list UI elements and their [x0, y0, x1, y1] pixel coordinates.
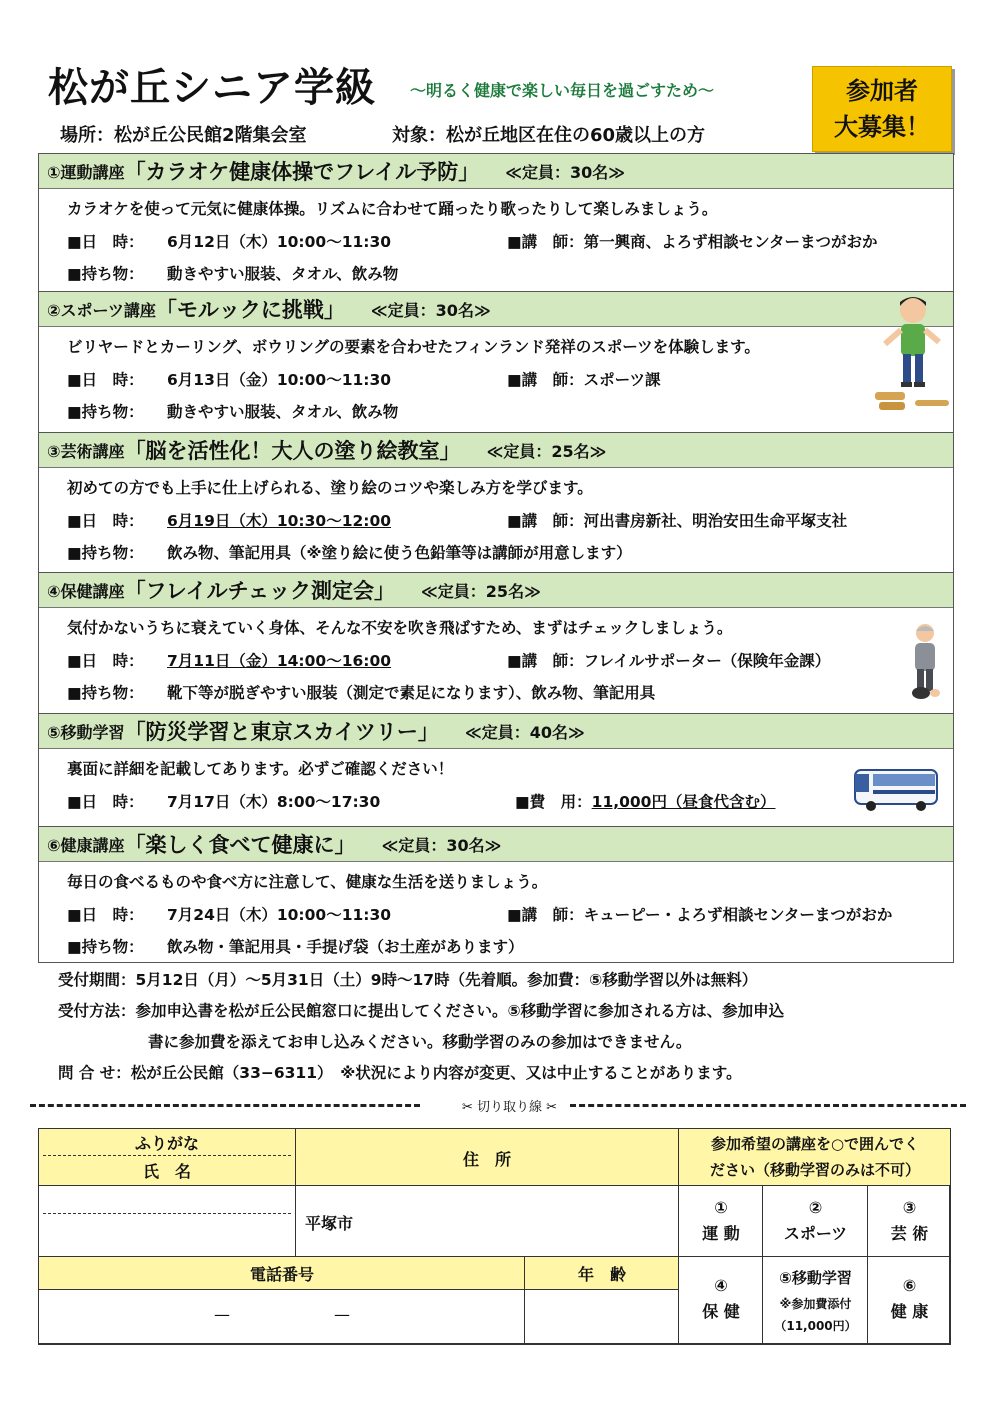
- course-5: [38, 713, 954, 826]
- course-title: 「カラオケ健康体操でフレイル予防」: [124, 160, 480, 184]
- course-choice-instruction-2: ださい（移動学習のみは不可）: [709, 1161, 920, 1179]
- fee-label: ■費 用：: [515, 793, 592, 811]
- option-3-number: ③: [902, 1198, 917, 1217]
- fee-value: 11,000円（昼食代含む）: [591, 793, 776, 811]
- course-capacity: ≪定員：30名≫: [381, 835, 502, 855]
- course-2: [38, 291, 954, 432]
- page-subtitle: 〜明るく健康で楽しい毎日を過ごすため〜: [410, 81, 715, 100]
- date-value: 6月19日（木）10:30〜12:00: [167, 512, 392, 530]
- option-3-label: 芸 術: [890, 1224, 929, 1243]
- course-1: [38, 153, 954, 291]
- option-4-label: 保 健: [702, 1302, 740, 1321]
- furigana-label: ふりがな: [134, 1134, 199, 1153]
- option-1-number: ①: [714, 1198, 728, 1217]
- lecturer-value: 第一興商、よろず相談センターまつがおか: [583, 233, 878, 251]
- items-value: 飲み物・筆記用具・手提げ袋（お土産があります）: [167, 938, 524, 956]
- option-6-number: ⑥: [902, 1276, 917, 1295]
- course-capacity: ≪定員：25名≫: [486, 441, 607, 461]
- date-value: 7月24日（木）10:00〜11:30: [167, 906, 392, 924]
- course-category: ⑥健康講座: [47, 835, 125, 855]
- phone-label: 電話番号: [249, 1265, 314, 1284]
- name-input-cell[interactable]: [38, 1185, 296, 1257]
- option-2-label: スポーツ: [783, 1224, 848, 1243]
- course-header: [39, 154, 953, 189]
- course-3: [38, 432, 954, 572]
- date-label: ■日 時：: [67, 512, 144, 530]
- course-header: [39, 827, 953, 862]
- course-category: ①運動講座: [47, 162, 125, 182]
- items-label: ■持ち物：: [67, 544, 144, 562]
- date-value: 6月13日（金）10:00〜11:30: [167, 371, 392, 389]
- bus-illustration: [853, 766, 939, 812]
- items-label: ■持ち物：: [67, 938, 144, 956]
- course-header: [39, 714, 953, 749]
- phone-separator-2: —: [334, 1305, 350, 1324]
- items-label: ■持ち物：: [67, 265, 144, 283]
- course-list: [38, 153, 954, 963]
- items-value: 動きやすい服装、タオル、飲み物: [167, 403, 399, 421]
- lecturer-value: キューピー・よろず相談センターまつがおか: [583, 906, 893, 924]
- phone-separator-1: —: [214, 1305, 230, 1324]
- lecturer-label: ■講 師：: [507, 652, 584, 670]
- course-description: 裏面に詳細を記載してあります。必ずご確認ください！: [67, 760, 454, 778]
- date-label: ■日 時：: [67, 793, 144, 811]
- option-6-label: 健 康: [890, 1302, 929, 1321]
- badge-line-1: 参加者: [846, 77, 918, 105]
- lecturer-label: ■講 師：: [507, 906, 584, 924]
- option-1-label: 運 動: [702, 1224, 740, 1243]
- date-value: 7月11日（金）14:00〜16:00: [167, 652, 392, 670]
- course-category: ④保健講座: [47, 581, 125, 601]
- lecturer-value: フレイルサポーター（保険年金課）: [583, 652, 831, 670]
- option-5-fee: （11,000円）: [774, 1319, 857, 1333]
- course-6: [38, 826, 954, 963]
- date-value: 6月12日（木）10:00〜11:30: [167, 233, 392, 251]
- lecturer-value: 河出書房新社、明治安田生命平塚支社: [583, 512, 848, 530]
- cut-line: [30, 1096, 966, 1114]
- age-label: 年 齢: [577, 1265, 626, 1284]
- date-label: ■日 時：: [67, 371, 144, 389]
- molkky-player-illustration: [865, 288, 955, 418]
- course-header: [39, 433, 953, 468]
- contact-info: 問 合 せ：松が丘公民館（33−6311） ※状況により内容が変更、又は中止することがあります。: [58, 1064, 742, 1082]
- option-5-number: ⑤移動学習: [779, 1269, 852, 1287]
- badge-line-2: 大募集！: [834, 113, 930, 141]
- recruit-badge: [812, 66, 952, 152]
- lecturer-label: ■講 師：: [507, 371, 584, 389]
- course-category: ③芸術講座: [47, 441, 125, 461]
- course-title: 「脳を活性化！大人の塗り絵教室」: [124, 439, 461, 463]
- course-title: 「フレイルチェック測定会」: [124, 579, 396, 603]
- course-title: 「防災学習と東京スカイツリー」: [124, 720, 439, 744]
- items-value: 飲み物、筆記用具（※塗り絵に使う色鉛筆等は講師が用意します）: [167, 544, 632, 562]
- course-description: カラオケを使って元気に健康体操。リズムに合わせて踊ったり歌ったりして楽しみましょう。: [67, 200, 718, 218]
- venue-text: 場所：松が丘公民館2階集会室: [60, 125, 307, 146]
- address-prefix: 平塚市: [305, 1214, 354, 1233]
- application-notes: [58, 965, 784, 1089]
- lecturer-label: ■講 師：: [507, 512, 584, 530]
- date-value: 7月17日（木）8:00〜17:30: [167, 793, 381, 811]
- elderly-man-illustration: [901, 621, 947, 705]
- course-category: ②スポーツ講座: [47, 300, 156, 320]
- course-capacity: ≪定員：40名≫: [464, 722, 585, 742]
- target-text: 対象：松が丘地区在住の60歳以上の方: [392, 125, 706, 146]
- course-category: ⑤移動学習: [47, 722, 125, 742]
- items-value: 靴下等が脱ぎやすい服装（測定で素足になります）、飲み物、筆記用具: [167, 684, 656, 702]
- option-4-number: ④: [714, 1276, 728, 1295]
- course-capacity: ≪定員：25名≫: [421, 581, 541, 601]
- course-4: [38, 572, 954, 713]
- option-5-note: ※参加費添付: [779, 1297, 852, 1311]
- application-form: [38, 1128, 950, 1344]
- application-period: 受付期間：5月12日（月）〜5月31日（土）9時〜17時（先着順。参加費：⑤移動学習以外は無料）: [58, 971, 758, 989]
- date-label: ■日 時：: [67, 652, 144, 670]
- course-header: [39, 292, 953, 327]
- page-title: 松が丘シニア学級: [48, 65, 376, 111]
- option-2-number: ②: [808, 1198, 823, 1217]
- name-label: 氏 名: [142, 1162, 191, 1181]
- items-value: 動きやすい服装、タオル、飲み物: [167, 265, 399, 283]
- items-label: ■持ち物：: [67, 403, 144, 421]
- course-description: ビリヤードとカーリング、ボウリングの要素を合わせたフィンランド発祥のスポーツを体験します。: [67, 338, 760, 356]
- course-header: [39, 573, 953, 608]
- course-choice-instruction-1: 参加希望の講座を○で囲んでく: [710, 1135, 920, 1153]
- phone-input-cell[interactable]: [38, 1289, 525, 1345]
- course-description: 気付かないうちに衰えていく身体、そんな不安を吹き飛ばすため、まずはチェックしましょう。: [67, 619, 733, 637]
- course-description: 初めての方でも上手に仕上げられる、塗り絵のコツや楽しみ方を学びます。: [67, 479, 593, 497]
- date-label: ■日 時：: [67, 906, 144, 924]
- address-label: 住 所: [462, 1150, 511, 1169]
- age-input-cell[interactable]: [524, 1289, 679, 1345]
- application-method-2: 書に参加費を添えてお申し込みください。移動学習のみの参加はできません。: [148, 1033, 692, 1051]
- cut-line-label: ✂ 切り取り線 ✂: [458, 1096, 561, 1115]
- items-label: ■持ち物：: [67, 684, 144, 702]
- course-description: 毎日の食べるものや食べ方に注意して、健康な生活を送りましょう。: [67, 873, 548, 891]
- date-label: ■日 時：: [67, 233, 144, 251]
- course-capacity: ≪定員：30名≫: [505, 162, 626, 182]
- course-title: 「モルックに挑戦」: [155, 298, 345, 322]
- lecturer-label: ■講 師：: [507, 233, 584, 251]
- application-method-1: 受付方法：参加申込書を松が丘公民館窓口に提出してください。⑤移動学習に参加される方は、参加申込: [58, 1002, 785, 1020]
- course-title: 「楽しく食べて健康に」: [124, 833, 356, 857]
- lecturer-value: スポーツ課: [583, 371, 661, 389]
- course-capacity: ≪定員：30名≫: [370, 300, 491, 320]
